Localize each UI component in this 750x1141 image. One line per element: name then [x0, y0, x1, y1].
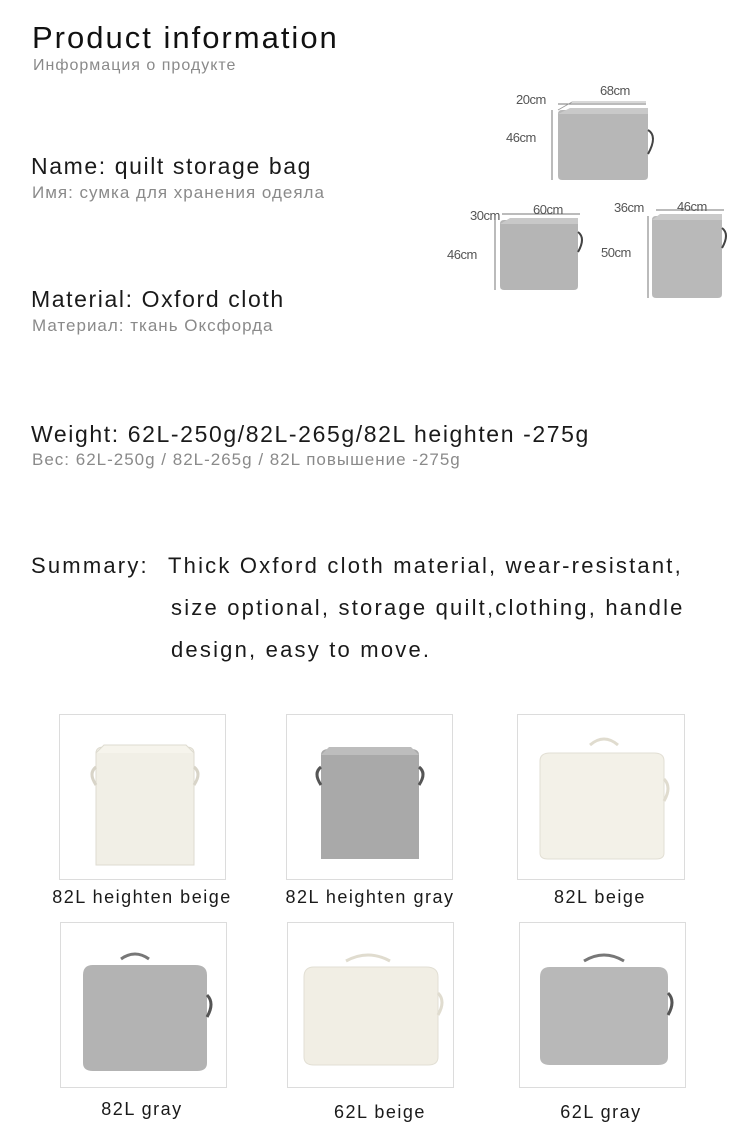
bag-large-image — [548, 100, 660, 180]
variant-label: 62L beige — [334, 1102, 426, 1122]
bag-image — [60, 715, 225, 879]
bag3-depth: 36cm — [614, 200, 644, 215]
bag3-height: 50cm — [601, 245, 631, 260]
variant-82l-heighten-beige-image[interactable] — [59, 714, 226, 880]
bag-image — [520, 923, 685, 1087]
page-subtitle: Информация о продукте — [33, 57, 237, 74]
bag-image — [287, 715, 452, 879]
name-label: Name: quilt storage bag — [31, 153, 312, 179]
dimensions-diagram — [440, 78, 750, 318]
variant-label: 82L beige — [554, 887, 646, 907]
name-label-ru: Имя: сумка для хранения одеяла — [32, 183, 325, 202]
bag-image — [518, 715, 684, 879]
weight-label: Weight: 62L-250g/82L-265g/82L heighten -275g — [31, 421, 590, 447]
weight-label-ru: Вес: 62L-250g / 82L-265g / 82L повышение -275g — [32, 450, 461, 469]
bag2-height: 46cm — [447, 247, 477, 262]
bag1-depth: 20cm — [516, 92, 546, 107]
summary-line-3: design, easy to move. — [171, 637, 432, 662]
page-title: Product information — [32, 20, 339, 55]
material-label: Material: Oxford cloth — [31, 286, 285, 312]
material-label-ru: Материал: ткань Оксфорда — [32, 316, 274, 335]
summary-label: Summary: — [31, 553, 149, 578]
bag1-height: 46cm — [506, 130, 536, 145]
bag-medium-image — [492, 210, 588, 290]
variant-82l-beige-image[interactable] — [517, 714, 685, 880]
bag2-width: 60cm — [533, 202, 563, 217]
variant-62l-beige-image[interactable] — [287, 922, 454, 1088]
bag-image — [288, 923, 453, 1087]
variant-82l-heighten-gray-image[interactable] — [286, 714, 453, 880]
bag1-width: 68cm — [600, 83, 630, 98]
variant-label: 62L gray — [560, 1102, 642, 1122]
variant-82l-gray-image[interactable] — [60, 922, 227, 1088]
variant-label: 82L gray — [101, 1099, 183, 1119]
bag-image — [61, 923, 226, 1087]
summary-line-1: Thick Oxford cloth material, wear-resistant, — [168, 553, 683, 578]
variant-62l-gray-image[interactable] — [519, 922, 686, 1088]
bag3-width: 46cm — [677, 199, 707, 214]
variant-label: 82L heighten gray — [285, 887, 455, 907]
bag-tall-image — [646, 206, 736, 298]
variant-label: 82L heighten beige — [52, 887, 232, 907]
summary-line-2: size optional, storage quilt,clothing, handle — [171, 595, 685, 620]
bag2-depth: 30cm — [470, 208, 500, 223]
